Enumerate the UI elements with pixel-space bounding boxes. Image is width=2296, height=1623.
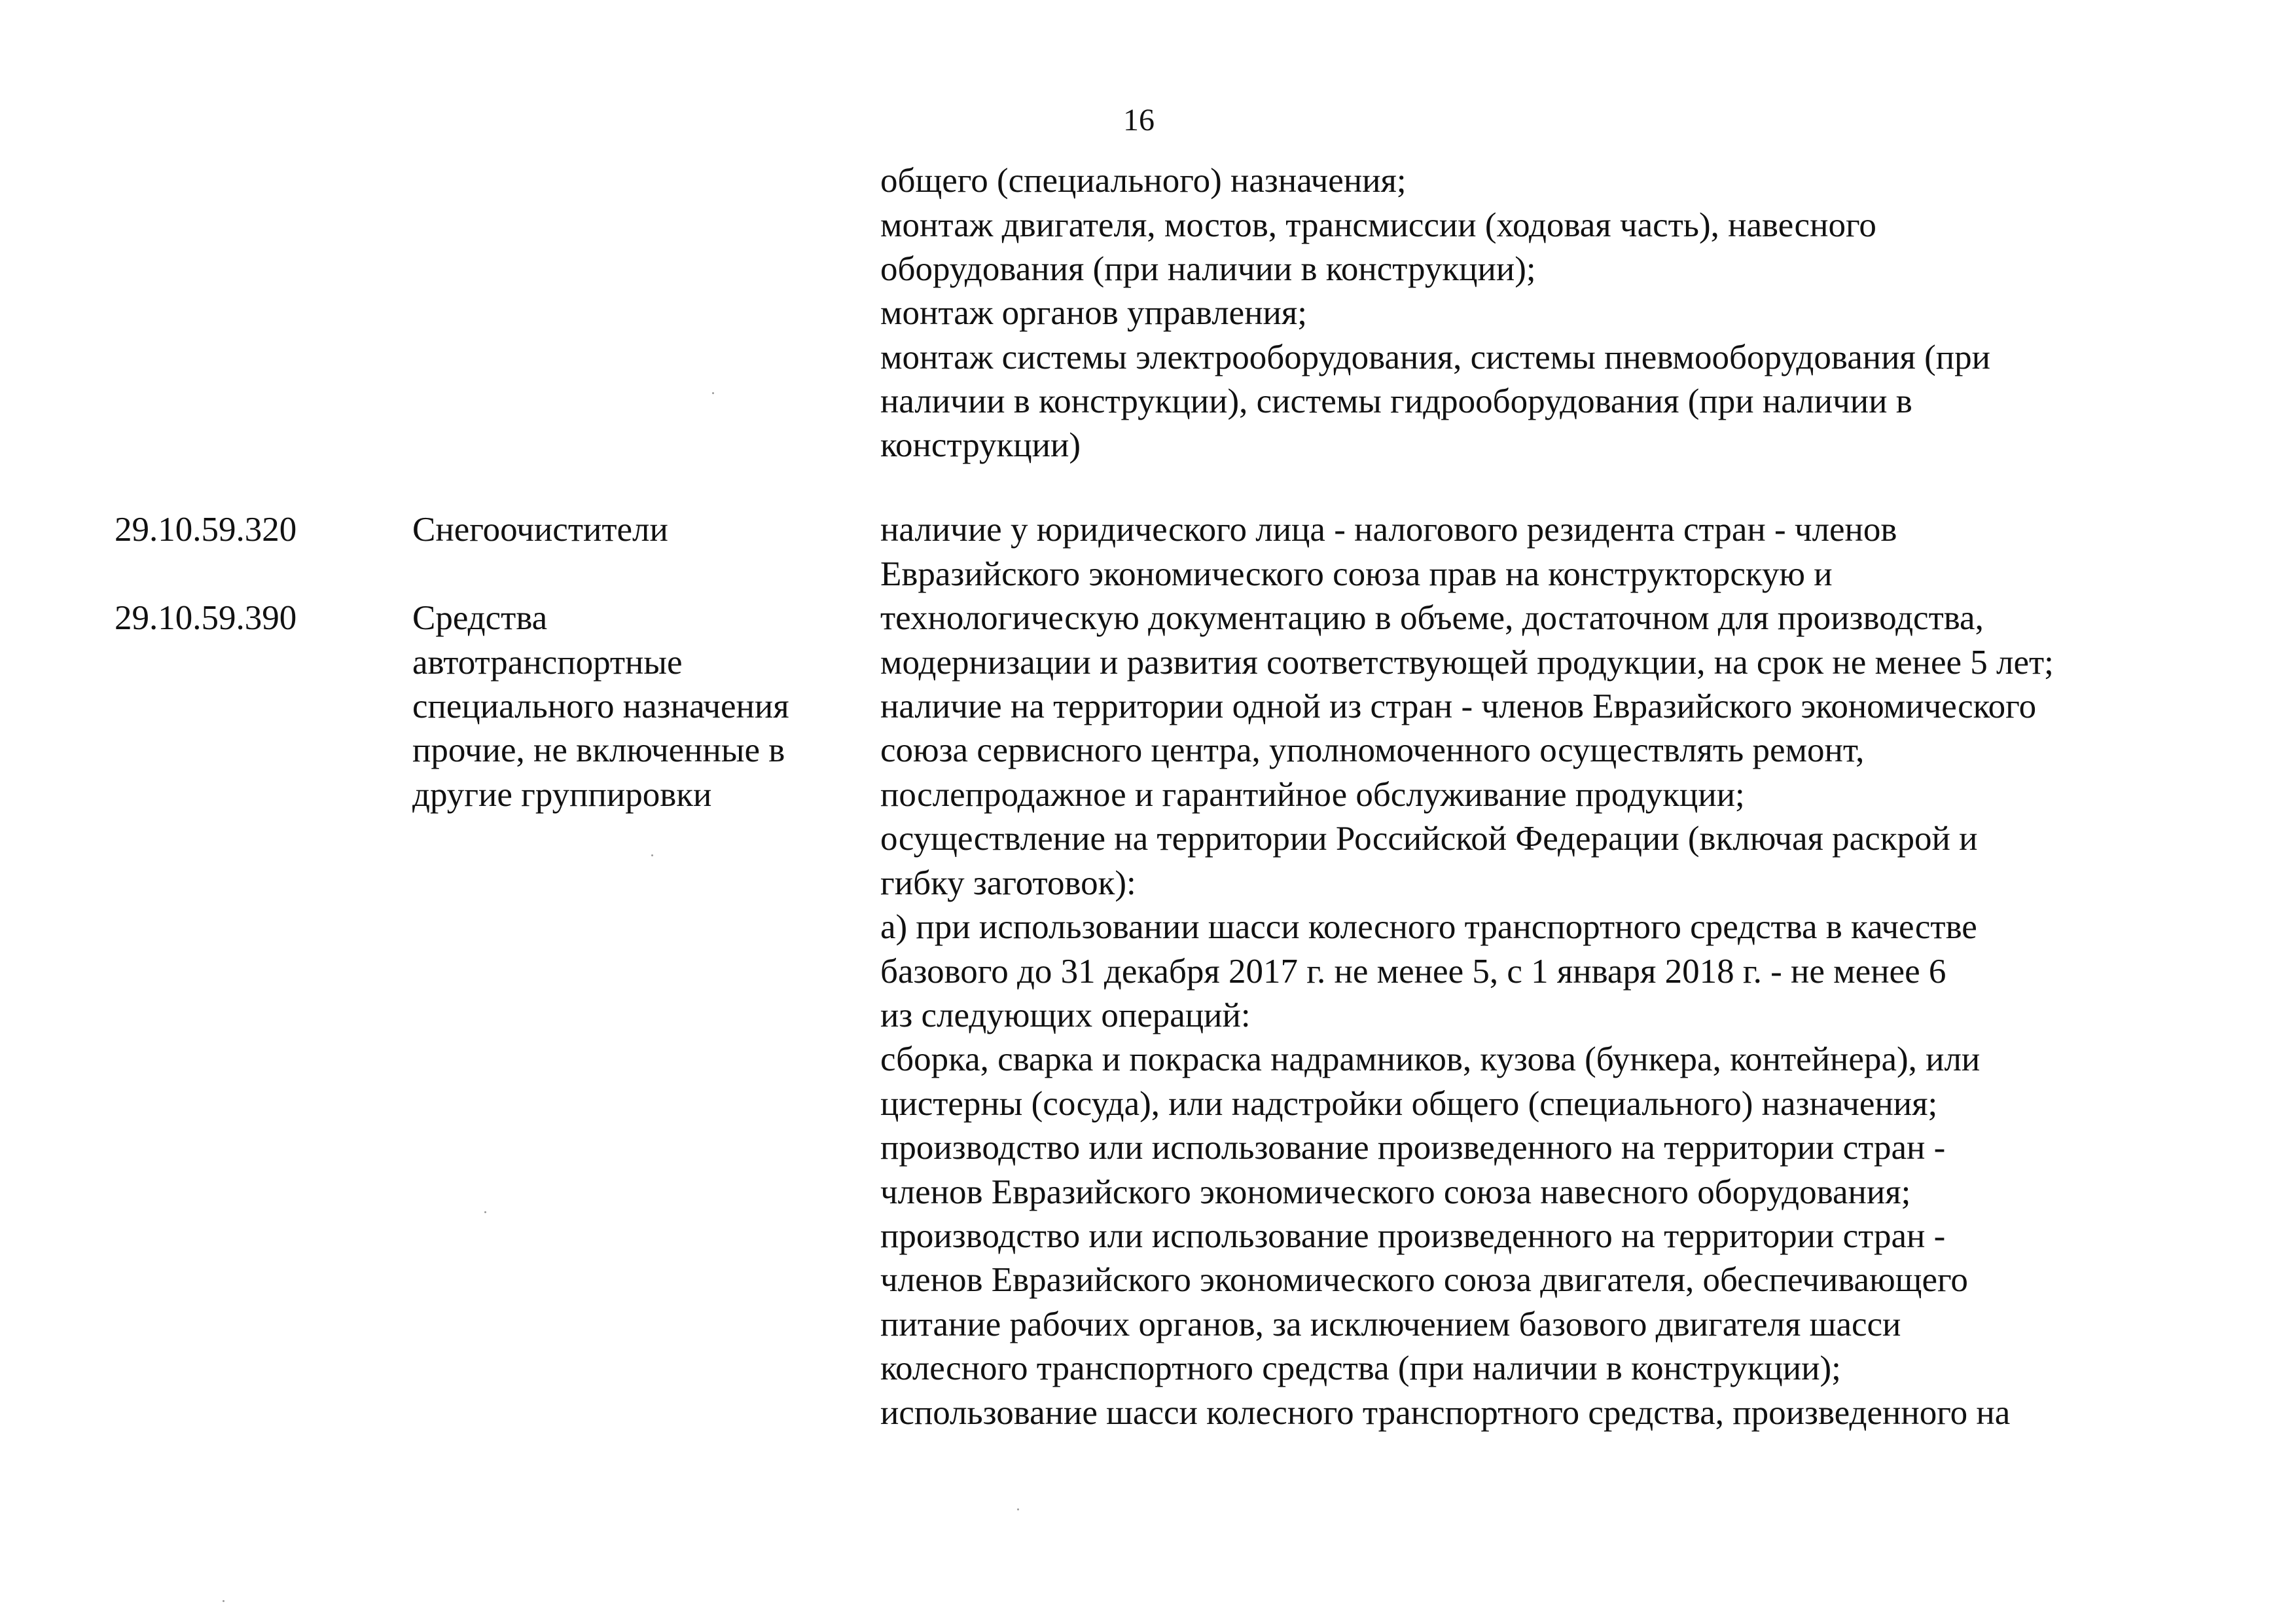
requirement-line: членов Евразийского экономического союза двигателя, обеспечивающего <box>880 1261 1968 1299</box>
requirement-line: союза сервисного центра, уполномоченного осуществлять ремонт, <box>880 731 1865 769</box>
requirement-line: сборка, сварка и покраска надрамников, кузова (бункера, контейнера), или <box>880 1040 1981 1078</box>
requirement-line: базового до 31 декабря 2017 г. не менее 5, с 1 января 2018 г. - не менее 6 <box>880 953 1946 991</box>
requirement-line: осуществление на территории Российской Федерации (включая раскрой и <box>880 820 1978 858</box>
requirement-line: колесного транспортного средства (при наличии в конструкции); <box>880 1349 1841 1387</box>
requirement-line: цистерны (сосуда), или надстройки общего (специального) назначения; <box>880 1085 1938 1123</box>
requirement-line: членов Евразийского экономического союза навесного оборудования; <box>880 1173 1911 1211</box>
requirement-line: питание рабочих органов, за исключением базового двигателя шасси <box>880 1305 1901 1343</box>
scan-speck <box>1017 1508 1019 1510</box>
requirement-line: из следующих операций: <box>880 996 1251 1034</box>
continuation-line: общего (специального) назначения; <box>880 162 1407 200</box>
requirement-line: модернизации и развития соответствующей продукции, на срок не менее 5 лет; <box>880 644 2054 682</box>
requirement-line: использование шасси колесного транспортного средства, произведенного на <box>880 1394 2011 1432</box>
row-name-line: специального назначения <box>412 687 789 725</box>
requirement-line: Евразийского экономического союза прав на конструкторскую и <box>880 555 1833 593</box>
requirement-line: а) при использовании шасси колесного транспортного средства в качестве <box>880 908 1977 946</box>
requirement-line: наличие у юридического лица - налогового резидента стран - членов <box>880 511 1897 549</box>
page-number: 16 <box>1123 103 1155 137</box>
row-code: 29.10.59.390 <box>115 599 297 637</box>
scan-speck <box>651 854 653 856</box>
requirement-line: производство или использование произведенного на территории стран - <box>880 1217 1946 1255</box>
continuation-line: монтаж органов управления; <box>880 294 1308 332</box>
row-name-line: другие группировки <box>412 776 712 814</box>
row-code: 29.10.59.320 <box>115 511 297 549</box>
scan-speck <box>223 1600 224 1602</box>
continuation-line: монтаж двигателя, мостов, трансмиссии (ходовая часть), навесного <box>880 206 1876 244</box>
requirement-line: послепродажное и гарантийное обслуживание продукции; <box>880 776 1745 814</box>
requirement-line: гибку заготовок): <box>880 864 1136 902</box>
scan-speck <box>484 1211 486 1213</box>
continuation-line: оборудования (при наличии в конструкции); <box>880 250 1536 288</box>
requirement-line: производство или использование произведенного на территории стран - <box>880 1129 1946 1167</box>
requirement-line: наличие на территории одной из стран - членов Евразийского экономического <box>880 687 2037 725</box>
requirement-line: технологическую документацию в объеме, достаточном для производства, <box>880 599 1984 637</box>
scan-speck <box>712 392 714 394</box>
continuation-line: наличии в конструкции), системы гидрооборудования (при наличии в <box>880 382 1912 420</box>
row-name-line: автотранспортные <box>412 644 683 682</box>
row-name: Снегоочистители <box>412 511 668 549</box>
row-name-line: Средства <box>412 599 548 637</box>
row-name-line: прочие, не включенные в <box>412 731 785 769</box>
continuation-line: монтаж системы электрооборудования, системы пневмооборудования (при <box>880 338 1990 376</box>
continuation-line: конструкции) <box>880 426 1081 464</box>
